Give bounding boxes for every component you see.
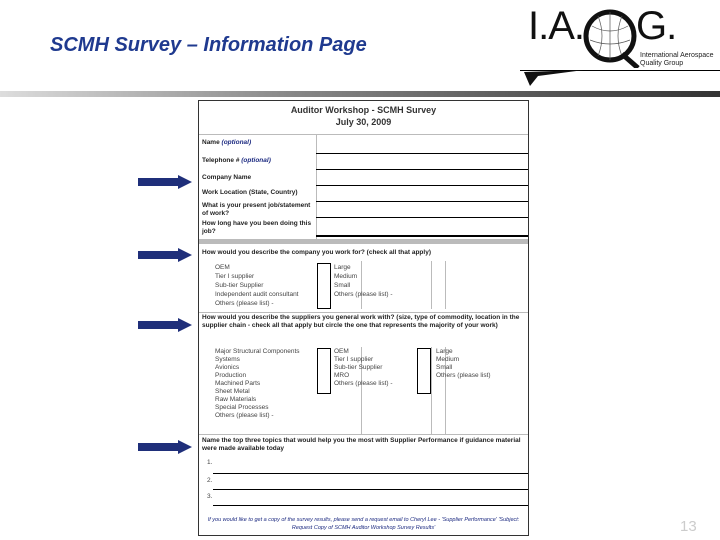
option-label: Sub-tier Supplier xyxy=(334,364,383,371)
option-label: Tier I supplier xyxy=(215,273,255,280)
checkbox-column[interactable] xyxy=(417,348,431,394)
slide-title: SCMH Survey – Information Page xyxy=(50,34,367,56)
option-label: Others (please list) - xyxy=(215,300,274,307)
field-name: Name (optional) xyxy=(202,139,252,146)
field-location: Work Location (State, Country) xyxy=(202,189,298,196)
option-label: Tier I supplier xyxy=(334,356,374,363)
form-footer-note: If you would like to get a copy of the survey results, please send a request email to Cheryl Lee - 'Supplier Performance' 'Subject: Request Copy of SCMH Auditor Workshop Survey Results' xyxy=(207,517,520,531)
option-label: Systems xyxy=(215,356,240,363)
header-divider xyxy=(0,91,720,97)
field-company: Company Name xyxy=(202,174,252,181)
option-label: Sheet Metal xyxy=(215,388,250,395)
option-label: Sub-tier Supplier xyxy=(215,282,264,289)
option-label: Avionics xyxy=(215,364,240,371)
field-telephone: Telephone # (optional) xyxy=(202,157,271,164)
iaqg-logo xyxy=(520,2,720,88)
option-label: Independent audit consultant xyxy=(215,291,299,298)
arrow-icon xyxy=(138,440,192,454)
option-label: Small xyxy=(436,364,453,371)
logo-subtitle: International Aerospace Quality Group xyxy=(640,52,714,67)
checkbox-column[interactable] xyxy=(317,263,331,309)
option-label: OEM xyxy=(215,264,230,271)
arrow-icon xyxy=(138,248,192,262)
field-duration: How long have you been doing this job? xyxy=(202,220,312,235)
option-label: OEM xyxy=(334,348,349,355)
option-label: Special Processes xyxy=(215,404,269,411)
question-company-type: How would you describe the company you work for? (check all that apply) xyxy=(202,249,431,256)
option-label: Others (please list) - xyxy=(334,380,393,387)
option-label: Others (please list) - xyxy=(215,412,274,419)
aircraft-icon xyxy=(524,60,594,88)
option-label: Major Structural Components xyxy=(215,348,300,355)
option-label: Medium xyxy=(334,273,358,280)
arrow-icon xyxy=(138,318,192,332)
option-label: Machined Parts xyxy=(215,380,261,387)
form-title: Auditor Workshop - SCMH Survey xyxy=(290,105,437,115)
option-label: Medium xyxy=(436,356,460,363)
form-date: July 30, 2009 xyxy=(335,117,392,127)
option-label: 2. xyxy=(207,477,213,484)
arrow-icon xyxy=(138,175,192,189)
survey-form-image xyxy=(198,100,529,536)
option-label: 3. xyxy=(207,493,213,500)
option-label: Large xyxy=(334,264,351,271)
question-top-topics: Name the top three topics that would help you the most with Supplier Performance if guidance material were made available today xyxy=(202,437,521,452)
field-job: What is your present job/statement of work? xyxy=(202,202,311,217)
page-number: 13 xyxy=(680,518,697,535)
option-label: 1. xyxy=(207,459,213,466)
option-label: Production xyxy=(215,372,247,379)
question-supplier-type: How would you describe the suppliers you general work with? (size, type of commodity, location in the supplier chain - check all that apply but circle the one that represents the majority of your work) xyxy=(202,314,520,329)
option-label: Raw Materials xyxy=(215,396,257,403)
option-label: Others (please list) xyxy=(436,372,491,379)
option-label: MRO xyxy=(334,372,350,379)
option-label: Small xyxy=(334,282,351,289)
option-label: Others (please list) - xyxy=(334,291,393,298)
logo-letters: I.A. G. xyxy=(528,4,677,48)
option-label: Large xyxy=(436,348,453,355)
checkbox-column[interactable] xyxy=(317,348,331,394)
